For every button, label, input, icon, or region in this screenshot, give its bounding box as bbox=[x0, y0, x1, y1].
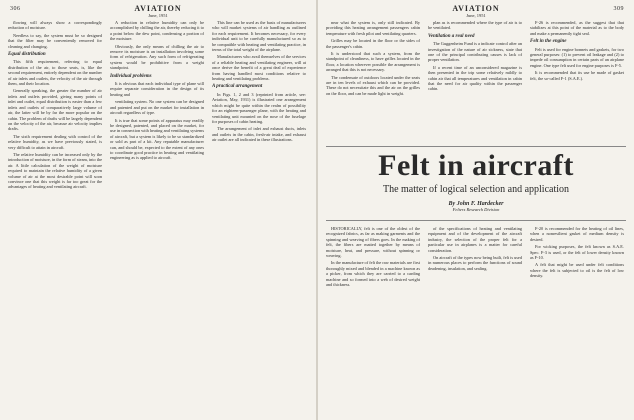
body-paragraph: It is obvious that each individual type of plane will require separate consideration in the design of its heating and bbox=[110, 81, 204, 97]
text-column bbox=[428, 226, 522, 414]
body-paragraph: F-20 is recommended for the heating of oil lines, when a nonresilient gasket of medium density is desired. bbox=[530, 226, 624, 242]
magazine-name: AVIATION bbox=[452, 4, 500, 13]
article-subtitle: The matter of logical selection and application bbox=[382, 184, 570, 195]
text-column bbox=[530, 226, 624, 414]
body-paragraph: HISTORICALLY, felt is one of the oldest of the recognized fabrics, as far as making garments and the spinning and weaving of fibers goes. In the making of felt, the fibers are matted together by means of moisture, heat, and pressure, without spinning or weaving. bbox=[326, 226, 420, 259]
right-page bbox=[318, 0, 634, 420]
page-number: 309 bbox=[613, 6, 624, 12]
body-paragraph: It is true that some points of apparatus may readily be designed, patented, and placed on the market, for use in connection with heating and ventilating systems of aircraft, but a system is likely to be so standardized or sold as part of a kit. Any reputable manufacturer can, and should be, expected to the extent of any ones to coordinate good practice in heating and ventilating engineering as is applied to aircraft. bbox=[110, 117, 204, 161]
section-heading: Equal distribution bbox=[8, 52, 46, 58]
section-heading: Ventilation a real need bbox=[428, 33, 475, 39]
text-column bbox=[326, 226, 420, 414]
body-paragraph: A felt that might be used under felt conditions where the felt is subjected to oil is the felt of low density. bbox=[530, 262, 624, 279]
divider bbox=[326, 146, 626, 147]
body-paragraph: F-26 is recommended, as the suggest that that stabilizes at this point of the material as to the body and make a permanently tight seal. bbox=[530, 20, 624, 36]
article-title: Felt in aircraft bbox=[378, 149, 574, 182]
body-paragraph: In Figs. 1, 2 and 3 (reprinted from article, see: Aviation, May, 1931) is illustrated one arrangement which might be quite within the realm of possibility for an eighteen-passenger plane, with the heating and ventilating unit mounted on the nose of the fuselage for purposes of cabin heating. bbox=[212, 91, 306, 124]
body-paragraph: A reduction in relative humidity can only be accomplished by chilling the air, thereby reducing it to a point below the dew point, condensing a portion of the moisture. bbox=[110, 20, 204, 42]
body-paragraph: ventilating system. No one system can be designed and patented and put on the market for installation in aircraft regardless of type. bbox=[110, 99, 204, 116]
body-paragraph: It is recommended that its use be made of gasket felt, the so-called F-1 (S.A.E.). bbox=[530, 70, 624, 81]
body-paragraph: It is understood that such a system, from the standpoint of cleanliness, to have grilles located in the floor, a location wherever possible the arrangement is arranged that this is not necessary. bbox=[326, 51, 420, 73]
issue-date: June, 1951 bbox=[466, 13, 486, 18]
issue-date: June, 1951 bbox=[148, 13, 168, 18]
body-paragraph: The arrangement of inlet and exhaust ducts, inlets and outlets in the cabin, fresh-air intake, and exhaust air outlet are all indicated in these illustrations. bbox=[212, 126, 306, 143]
text-column bbox=[428, 20, 522, 142]
body-paragraph: Grilles may be located in the floor or the sides of the passenger's cabin. bbox=[326, 38, 420, 49]
body-paragraph: Needless to say, the system must be so designed that the filter may be conveniently removed for cleaning and changing. bbox=[8, 32, 102, 49]
body-paragraph: For wicking purposes, the felt known as S.A.E. Spec. F-3 is used, or the felt of lower density known as F-10. bbox=[530, 244, 624, 261]
body-paragraph: If a recent time of an unconsidered magazine is then presented in the trip some relatively mildly to cabin air that all temperatures and ventilation in cabin that the need for air quality within the passenger cabin. bbox=[428, 64, 522, 92]
body-paragraph: The sixth requirement dealing with control of the relative humidity, as we have previously stated, is very difficult to attain in aircraft. bbox=[8, 133, 102, 150]
body-paragraph: of the specifications of heating and ventilating equipment and of the development of the aircraft industry, the selection of the proper felt for a particular use in airplanes is a matter for careful consideration. bbox=[428, 226, 522, 253]
section-heading: A practical arrangement bbox=[212, 84, 263, 90]
body-paragraph: Obviously, the only means of chilling the air to remove its moisture is an installation involving some form of refrigeration. Any such form of refrigerating system would be prohibitive from a weight standpoint. bbox=[110, 43, 204, 71]
body-paragraph: On aircraft of the types now being built, felt is used in numerous places to perform the functions of sound deadening, insulation, and sealing. bbox=[428, 255, 522, 271]
text-column bbox=[110, 20, 204, 414]
running-head-left bbox=[10, 4, 306, 18]
running-head-right bbox=[328, 4, 624, 18]
article-byline: By John F. Hardecker bbox=[448, 201, 504, 207]
body-paragraph: near what the system is, only still indicated. By providing this heating arrangement passengers cabin temperature with fresh pilot and ventilating quarters. bbox=[326, 20, 420, 36]
article-header bbox=[326, 150, 626, 216]
body-paragraph: The Guggenheim Fund is a indicate control after an investigation of the nature of air sickness, state that one of the principal contributing causes is lack of proper ventilation. bbox=[428, 41, 522, 63]
magazine-name: AVIATION bbox=[134, 4, 182, 13]
section-heading: Felt in the engine bbox=[530, 39, 567, 45]
page-number: 306 bbox=[10, 6, 21, 12]
author-affiliation: Felters Research Division bbox=[452, 207, 500, 212]
left-page bbox=[0, 0, 316, 420]
body-paragraph: flowing will always show a correspondingly reduction of moisture. bbox=[8, 20, 102, 31]
section-heading: Individual problems bbox=[110, 73, 152, 79]
text-column bbox=[326, 20, 420, 142]
body-paragraph: The condensate of outdoors located under the seats are in ten levels of exhaust which can be provided. These do not necessitate this and the air on the grilles on the floor, and can be made light in weight. bbox=[326, 74, 420, 96]
body-paragraph: plan as is recommended where the type of air is to be ventilated. bbox=[428, 20, 522, 31]
body-paragraph: Generally speaking, the greater the number of air inlets and outlets provided, giving many points of inlet and outlet, equal distribution is easier than a few inlets and outlets of comparatively large volume of air, the latter will be by far the more popular on the cabin. The problem of drafts will be largely dependent on the velocity of the air, because air velocity implies drafts. bbox=[8, 88, 102, 132]
text-column bbox=[212, 20, 306, 414]
body-paragraph: Felt is used for engine bonnets and gaskets, for two general purposes: (1) to prevent oil leakage and (2) to impede oil consumption in certain parts of an airplane engine. One type felt used for engine purposes is F-5. bbox=[530, 46, 624, 68]
body-paragraph: In the manufacture of felt the raw materials are first thoroughly mixed and blended in a machine known as a picker, from which they are carried to a carding machine and so formed into a web of desired weight and thickness. bbox=[326, 260, 420, 288]
text-column bbox=[8, 20, 102, 414]
body-paragraph: This line can be used as the basis of manufacturers who will market systems of air handling as outlined for each requirement. It becomes necessary, for every individual unit to be carefully manufactured so as to be compatible with heating and ventilating practice, in terms of the total weight of the airplane. bbox=[212, 20, 306, 53]
body-paragraph: The relative humidity can be increased only by the introduction of moisture, in the form of steam, into the air. A little calculation of the weight of moisture required to maintain the relative humidity of a given volume of air at the most desirable point will soon convince one that this weight is far too great for the advantages of heating and ventilating aircraft. bbox=[8, 151, 102, 190]
body-paragraph: Manufacturers who avail themselves of the services of a reliable heating and ventilating engineer, will at once derive the benefit of a great deal of experience from having handled most conditions relative to heating and ventilating problems. bbox=[212, 54, 306, 82]
divider bbox=[326, 220, 626, 221]
body-paragraph: This fifth requirement, referring to equal distribution of the air, to those seats, is, like the second requirement, entirely dependent on the number of air inlets and outlets, the velocity of the air through them, and their location. bbox=[8, 59, 102, 87]
text-column bbox=[530, 20, 624, 142]
